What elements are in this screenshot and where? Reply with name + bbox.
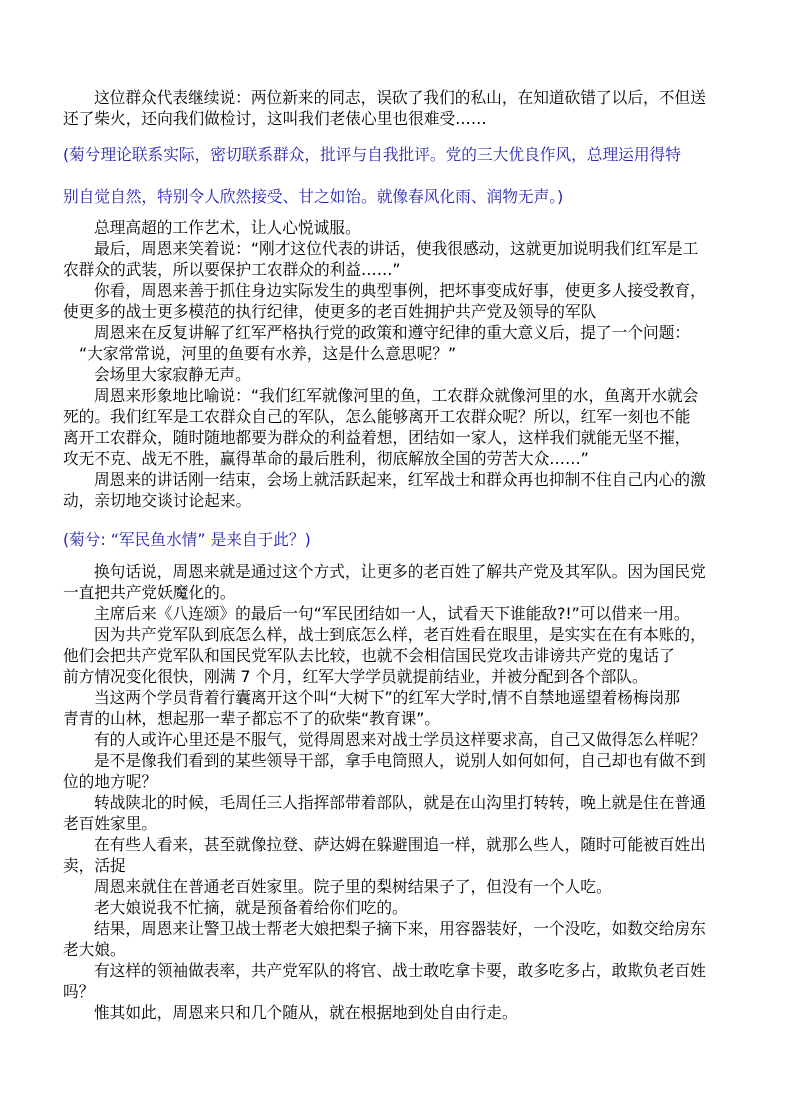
text-line: 周恩来在反复讲解了红军严格执行党的政策和遵守纪律的重大意义后，提了一个问题：	[94, 323, 691, 342]
text-line: 卖，活捉	[63, 856, 126, 875]
text-line: 转战陕北的时候，毛周任三人指挥部带着部队，就是在山沟里打转转，晚上就是住在普通	[94, 793, 706, 812]
text-line: “大家常常说，河里的鱼要有水养，这是什么意思呢？”	[79, 344, 457, 363]
text-line: 农群众的武装，所以要保护工农群众的利益……”	[63, 260, 401, 279]
annotation-line: 别自觉自然，特别令人欣然接受、甘之如饴。就像春风化雨、润物无声。)	[63, 187, 564, 206]
text-line: 使更多的战士更多模范的执行纪律，使更多的老百姓拥护共产党及领导的军队	[63, 302, 597, 321]
annotation-line: (菊兮: “军民鱼水情” 是来自于此？)	[63, 530, 311, 549]
text-line: 死的。我们红军是工农群众自己的军队，怎么能够离开工农群众呢？所以，红军一刻也不能	[63, 407, 691, 426]
text-line: 在有些人看来，甚至就像拉登、萨达姆在躲避围追一样，就那么些人，随时可能被百姓出	[94, 835, 706, 854]
text-line: 动，亲切地交谈讨论起来。	[63, 491, 252, 510]
text-line: 老大娘说我不忙摘，就是预备着给你们吃的。	[94, 898, 408, 917]
text-line: 当这两个学员背着行囊离开这个叫“大树下”的红军大学时,情不自禁地遥望着杨梅岗那	[94, 688, 680, 707]
text-line: 主席后来《八连颂》的最后一句“军民团结如一人，试看天下谁能敌?!”可以借来一用。	[94, 604, 690, 623]
text-line: 这位群众代表继续说：两位新来的同志，误砍了我们的私山，在知道砍错了以后，不但送	[94, 88, 706, 107]
text-line: 最后，周恩来笑着说：“刚才这位代表的讲话，使我很感动，这就更加说明我们红军是工	[94, 239, 699, 258]
text-line: 吗？	[63, 982, 95, 1001]
text-line: 有这样的领袖做表率，共产党军队的将官、战士敢吃拿卡要，敢多吃多占，敢欺负老百姓	[94, 961, 706, 980]
text-line: 周恩来就住在普通老百姓家里。院子里的梨树结果子了，但没有一个人吃。	[94, 877, 612, 896]
document-page	[63, 87, 745, 1023]
text-line: 老百姓家里。	[63, 814, 158, 833]
text-line: 会场里大家寂静无声。	[94, 365, 251, 384]
text-line: 因为共产党军队到底怎么样，战士到底怎么样，老百姓看在眼里，是实实在在有本账的，	[94, 625, 706, 644]
text-line: 你看，周恩来善于抓住身边实际发生的典型事例，把坏事变成好事，使更多人接受教育，	[94, 281, 706, 300]
text-line: 老大娘。	[63, 940, 126, 959]
text-line: 结果，周恩来让警卫战士帮老大娘把梨子摘下来，用容器装好，一个没吃，如数交给房东	[94, 919, 706, 938]
text-line: 总理高超的工作艺术，让人心悦诚服。	[94, 218, 361, 237]
text-line: 位的地方呢？	[63, 772, 158, 791]
text-line: 攻无不克、战无不胜，赢得革命的最后胜利，彻底解放全国的劳苦大众……”	[63, 449, 589, 468]
text-line: 惟其如此，周恩来只和几个随从，就在根据地到处自由行走。	[94, 1003, 518, 1022]
text-line: 他们会把共产党军队和国民党军队去比较，也就不会相信国民党攻击诽谤共产党的鬼话了	[63, 646, 675, 665]
text-line: 换句话说，周恩来就是通过这个方式，让更多的老百姓了解共产党及其军队。因为国民党	[94, 562, 706, 581]
text-line: 前方情况变化很快，刚满 7 个月，红军大学学员就提前结业，并被分配到各个部队。	[63, 667, 648, 686]
text-line: 一直把共产党妖魔化的。	[63, 583, 236, 602]
annotation-line: (菊兮理论联系实际，密切联系群众，批评与自我批评。党的三大优良作风，总理运用得特	[63, 145, 681, 164]
text-line: 周恩来的讲话刚一结束，会场上就活跃起来，红军战士和群众再也抑制不住自己内心的激	[94, 470, 706, 489]
text-line: 是不是像我们看到的某些领导干部，拿手电筒照人，说别人如何如何，自己却也有做不到	[94, 751, 706, 770]
text-line: 有的人或许心里还是不服气，觉得周恩来对战士学员这样要求高，自己又做得怎么样呢？	[94, 730, 706, 749]
text-line: 还了柴火，还向我们做检讨，这叫我们老俵心里也很难受……	[63, 109, 487, 128]
text-line: 周恩来形象地比喻说：“我们红军就像河里的鱼，工农群众就像河里的水，鱼离开水就会	[94, 386, 699, 405]
text-line: 青青的山林，想起那一辈子都忘不了的砍柴“教育课”。	[63, 709, 441, 728]
text-line: 离开工农群众，随时随地都要为群众的利益着想，团结如一家人，这样我们就能无坚不摧，	[63, 428, 691, 447]
